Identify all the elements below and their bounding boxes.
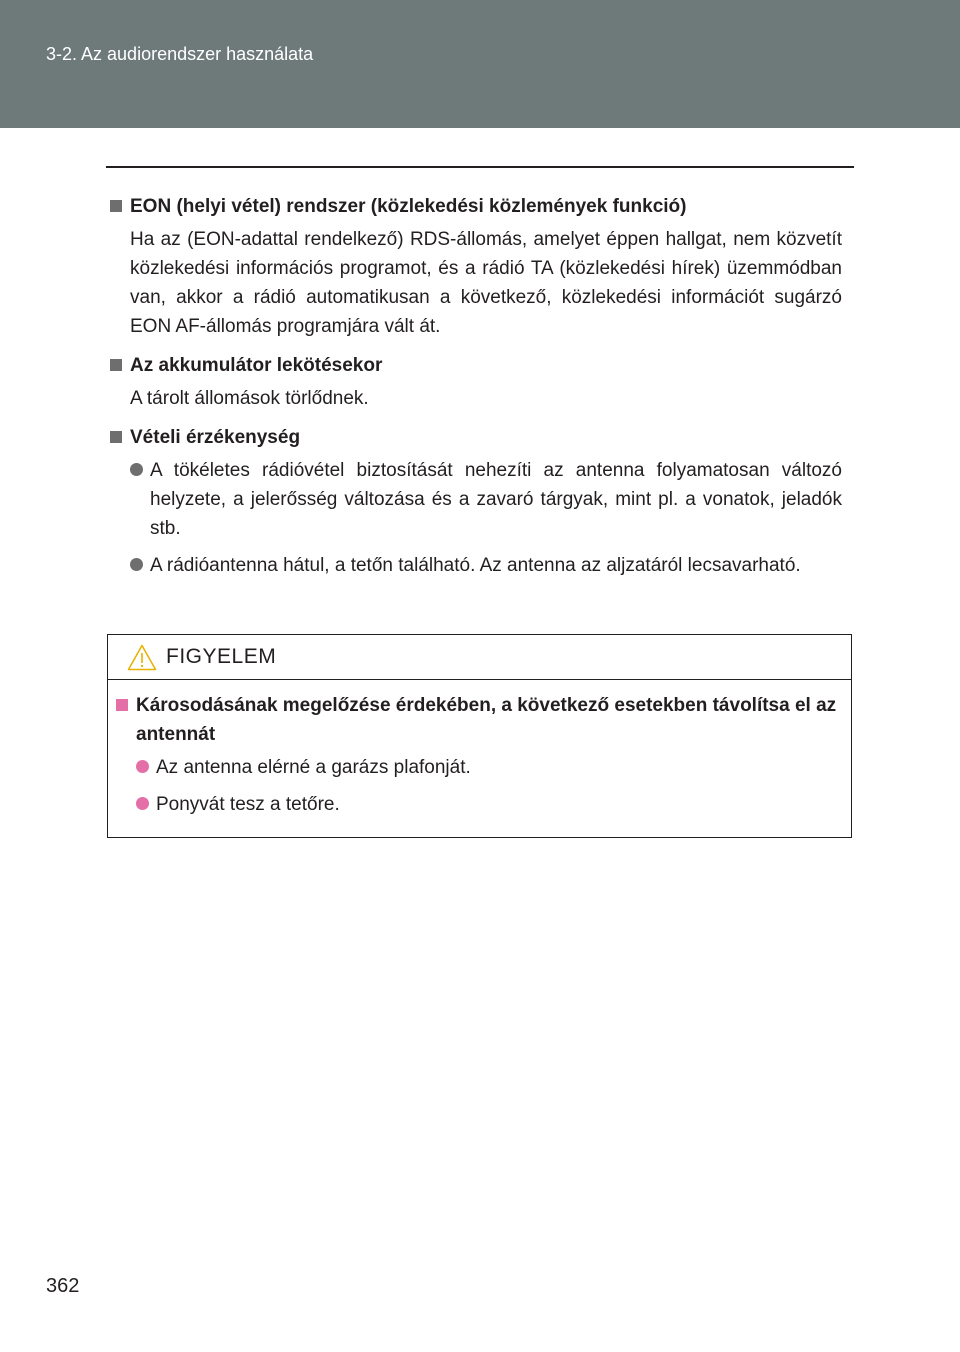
round-bullet-icon (130, 463, 143, 476)
square-bullet-icon (110, 200, 122, 212)
list-item (110, 551, 842, 580)
list-item-text: A rádióantenna hátul, a tetőn található. Az antenna az aljzatáról lecsavarható. (150, 555, 801, 576)
warning-body (116, 691, 842, 827)
page-header (0, 0, 960, 128)
round-bullet-icon (130, 558, 143, 571)
section-heading-battery (110, 351, 842, 380)
section-title: 3-2. Az audiorendszer használata (46, 44, 314, 64)
warning-title: FIGYELEM (166, 645, 277, 668)
square-bullet-icon (110, 359, 122, 371)
page-number: 362 (46, 1275, 80, 1297)
section-heading-eon (110, 192, 842, 221)
section-heading-text: Vételi érzékenység (130, 427, 301, 448)
list-item (116, 753, 842, 782)
list-item-text: A tökéletes rádióvétel biztosítását nehezíti az antenna folyamatosan változó helyzete, a jelerősség változása és a zavaró tárgyak, mint pl. a vonatok, jeladók stb. (150, 460, 842, 539)
section-heading-text: Az akkumulátor lekötésekor (130, 355, 383, 376)
list-item-text: Az antenna elérné a garázs plafonját. (156, 757, 471, 778)
warning-header (108, 635, 851, 680)
list-item (110, 456, 842, 543)
warning-heading (116, 691, 842, 749)
top-rule (106, 166, 854, 168)
main-content (110, 192, 842, 588)
section-body-battery: A tárolt állomások törlődnek. (130, 388, 369, 409)
warning-box (107, 634, 852, 838)
square-bullet-icon (116, 699, 128, 711)
warning-heading-text: Károsodásának megelőzése érdekében, a következő esetekben távolítsa el az antennát (136, 695, 837, 745)
section-body-eon: Ha az (EON-adattal rendelkező) RDS-állomás, amelyet éppen hallgat, nem közvetít közlekedési információs programot, és a rádió TA (közlekedési hírek) üzemmódban van, akkor a rádió automatikusan a következő, közlekedési információt sugárzó EON AF-állomás programjára vált át. (130, 229, 842, 337)
section-heading-text: EON (helyi vétel) rendszer (közlekedési közlemények funkció) (130, 196, 687, 217)
square-bullet-icon (110, 431, 122, 443)
round-bullet-icon (136, 760, 149, 773)
section-heading-sensitivity (110, 423, 842, 452)
warning-triangle-icon (127, 644, 157, 671)
list-item (116, 790, 842, 819)
list-item-text: Ponyvát tesz a tetőre. (156, 794, 340, 815)
round-bullet-icon (136, 797, 149, 810)
